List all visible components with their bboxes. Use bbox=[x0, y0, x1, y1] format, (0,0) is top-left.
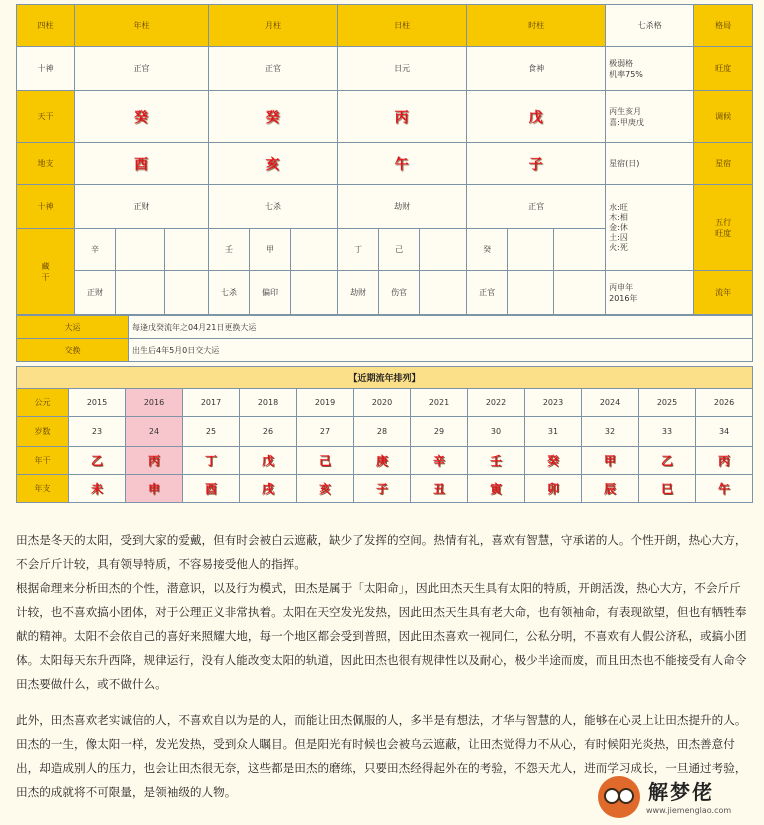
year-cell: 2022 bbox=[468, 389, 525, 417]
age-cell: 26 bbox=[240, 417, 297, 447]
year-cell: 2026 bbox=[696, 389, 753, 417]
dizhi-yue: 亥 bbox=[209, 143, 338, 185]
canggan-top-2 bbox=[116, 229, 165, 271]
tiangan-yue: 癸 bbox=[209, 91, 338, 143]
zhi-cell: 未 bbox=[69, 475, 126, 503]
tiangan-nian: 癸 bbox=[75, 91, 209, 143]
geju-value: 七杀格 bbox=[606, 5, 694, 47]
liunian-label: 流年 bbox=[694, 271, 753, 315]
canggan-label: 藏 干 bbox=[17, 229, 75, 315]
gan-cell: 丁 bbox=[183, 447, 240, 475]
wangdu-value: 极弱格 机率75% bbox=[606, 47, 694, 91]
year-label: 公元 bbox=[17, 389, 69, 417]
canggan-bottom-6 bbox=[291, 271, 338, 315]
jiaoyun-label: 交换 bbox=[17, 339, 129, 362]
canggan-bottom-8: 伤官 bbox=[379, 271, 420, 315]
gan-cell: 甲 bbox=[582, 447, 639, 475]
jiaoyun-value: 出生后4年5月0日交大运 bbox=[129, 339, 753, 362]
zhi-label: 年支 bbox=[17, 475, 69, 503]
age-cell: 29 bbox=[411, 417, 468, 447]
shishen2-nian: 正财 bbox=[75, 185, 209, 229]
analysis-text bbox=[16, 528, 748, 804]
dizhi-label: 地支 bbox=[17, 143, 75, 185]
dizhi-shi: 子 bbox=[467, 143, 606, 185]
year-cell: 2015 bbox=[69, 389, 126, 417]
age-cell: 28 bbox=[354, 417, 411, 447]
shishen-label: 十神 bbox=[17, 47, 75, 91]
canggan-top-11 bbox=[508, 229, 554, 271]
gan-cell: 辛 bbox=[411, 447, 468, 475]
liunian-value: 丙申年 2016年 bbox=[606, 271, 694, 315]
zhi-cell: 丑 bbox=[411, 475, 468, 503]
paragraph-gap bbox=[16, 696, 748, 708]
zhi-cell: 辰 bbox=[582, 475, 639, 503]
gan-cell: 丙 bbox=[696, 447, 753, 475]
dayun-label: 大运 bbox=[17, 316, 129, 339]
age-cell: 31 bbox=[525, 417, 582, 447]
shishen2-label: 十神 bbox=[17, 185, 75, 229]
site-watermark bbox=[596, 774, 764, 825]
shishen2-shi: 正官 bbox=[467, 185, 606, 229]
paragraph-2: 根据命理来分析田杰的个性，潜意识，以及行为模式，田杰是属于「太阳命」，因此田杰天生具有太阳的特质，开朗活泼，热心大方，不会斤斤计较，也不喜欢搞小团体，对于公理正义非常执着。太阳在天空发光发热，因此田杰天生具有老大命，也有领袖命，有表现欲望，但也有牺牲奉献的精神。太阳不会依自己的喜好来照耀大地，每一个地区都会受到普照，因此田杰喜欢一视同仁，公私分明，不喜欢有人假公济私，或搞小团体。太阳每天东升西降，规律运行，没有人能改变太阳的轨道，因此田杰也很有规律性以及耐心，极少半途而废，而且田杰也不能接受有人命令田杰要做什么，或不做什么。 bbox=[16, 581, 747, 691]
canggan-bottom-9 bbox=[420, 271, 467, 315]
gan-cell: 戊 bbox=[240, 447, 297, 475]
wangdu-label: 旺度 bbox=[694, 47, 753, 91]
dizhi-ri: 午 bbox=[338, 143, 467, 185]
shishen-ri: 日元 bbox=[338, 47, 467, 91]
geju-label: 格局 bbox=[694, 5, 753, 47]
tiaohou-label: 调候 bbox=[694, 91, 753, 143]
tiaohou-value: 丙生亥月 喜:甲庚戊 bbox=[606, 91, 694, 143]
canggan-top-12 bbox=[554, 229, 606, 271]
tiangan-label: 天干 bbox=[17, 91, 75, 143]
gan-label: 年干 bbox=[17, 447, 69, 475]
tiangan-shi: 戊 bbox=[467, 91, 606, 143]
zhi-cell: 午 bbox=[696, 475, 753, 503]
canggan-top-9 bbox=[420, 229, 467, 271]
year-cell: 2019 bbox=[297, 389, 354, 417]
gan-cell: 乙 bbox=[639, 447, 696, 475]
zhi-cell: 卯 bbox=[525, 475, 582, 503]
age-cell: 23 bbox=[69, 417, 126, 447]
year-cell: 2017 bbox=[183, 389, 240, 417]
gan-cell: 己 bbox=[297, 447, 354, 475]
header-yuezhu: 月柱 bbox=[209, 5, 338, 47]
canggan-bottom-10: 正官 bbox=[467, 271, 508, 315]
zhi-cell: 酉 bbox=[183, 475, 240, 503]
age-label: 岁数 bbox=[17, 417, 69, 447]
canggan-top-7: 丁 bbox=[338, 229, 379, 271]
canggan-top-1: 辛 bbox=[75, 229, 116, 271]
zhi-cell: 亥 bbox=[297, 475, 354, 503]
owl-logo-icon bbox=[598, 776, 640, 818]
zhi-cell: 申 bbox=[126, 475, 183, 503]
shishen-shi: 食神 bbox=[467, 47, 606, 91]
age-cell: 32 bbox=[582, 417, 639, 447]
canggan-top-10: 癸 bbox=[467, 229, 508, 271]
header-rizhu: 日柱 bbox=[338, 5, 467, 47]
canggan-top-8: 己 bbox=[379, 229, 420, 271]
bazi-table bbox=[16, 4, 753, 315]
wuxing-label: 五行 旺度 bbox=[694, 185, 753, 271]
canggan-top-6 bbox=[291, 229, 338, 271]
dizhi-nian: 酉 bbox=[75, 143, 209, 185]
canggan-bottom-5: 偏印 bbox=[250, 271, 291, 315]
xingxiu-label: 星宿 bbox=[694, 143, 753, 185]
shishen-yue: 正官 bbox=[209, 47, 338, 91]
canggan-bottom-3 bbox=[165, 271, 209, 315]
header-nianzhu: 年柱 bbox=[75, 5, 209, 47]
gan-cell: 丙 bbox=[126, 447, 183, 475]
canggan-bottom-7: 劫财 bbox=[338, 271, 379, 315]
gan-cell: 癸 bbox=[525, 447, 582, 475]
canggan-bottom-11 bbox=[508, 271, 554, 315]
year-cell: 2025 bbox=[639, 389, 696, 417]
gan-cell: 庚 bbox=[354, 447, 411, 475]
canggan-bottom-2 bbox=[116, 271, 165, 315]
zhi-cell: 子 bbox=[354, 475, 411, 503]
xingxiu-value: 星宿(日) bbox=[606, 143, 694, 185]
zhi-cell: 巳 bbox=[639, 475, 696, 503]
age-cell: 33 bbox=[639, 417, 696, 447]
canggan-bottom-4: 七杀 bbox=[209, 271, 250, 315]
age-cell: 27 bbox=[297, 417, 354, 447]
dayun-table bbox=[16, 315, 753, 362]
shishen2-yue: 七杀 bbox=[209, 185, 338, 229]
tiangan-ri: 丙 bbox=[338, 91, 467, 143]
shishen2-ri: 劫财 bbox=[338, 185, 467, 229]
canggan-bottom-1: 正财 bbox=[75, 271, 116, 315]
watermark-url: www.jiemenglao.com bbox=[646, 806, 732, 815]
canggan-bottom-12 bbox=[554, 271, 606, 315]
shishen-nian: 正官 bbox=[75, 47, 209, 91]
paragraph-1: 田杰是冬天的太阳，受到大家的爱戴，但有时会被白云遮蔽，缺少了发挥的空间。热情有礼，喜欢有智慧，守承诺的人。个性开朗，热心大方，不会斤斤计较，具有领导特质，不容易接受他人的指挥。 bbox=[16, 533, 747, 571]
liunian-table bbox=[16, 366, 753, 503]
year-cell: 2018 bbox=[240, 389, 297, 417]
header-shizhu: 时柱 bbox=[467, 5, 606, 47]
zhi-cell: 寅 bbox=[468, 475, 525, 503]
paragraph-3: 此外，田杰喜欢老实诚信的人，不喜欢自以为是的人，而能让田杰佩服的人，多半是有想法，才华与智慧的人，能够在心灵上让田杰提升的人。田杰的一生，像太阳一样，发光发热，受到众人瞩目。但是阳光有时候也会被乌云遮蔽，让田杰觉得力不从心，有时候阳光炎热，田杰善意付出，却造成别人的压力，也会让田杰很无奈，这些都是田杰的磨练，只要田杰经得起外在的考验，不怨天尤人，进而学习成长，一旦通过考验，田杰的成就将不可限量，是领袖级的人物。 bbox=[16, 713, 747, 799]
year-cell: 2024 bbox=[582, 389, 639, 417]
bazi-chart bbox=[16, 4, 752, 503]
canggan-top-4: 壬 bbox=[209, 229, 250, 271]
year-cell: 2020 bbox=[354, 389, 411, 417]
header-sizhu: 四柱 bbox=[17, 5, 75, 47]
liunian-title: 【近期流年排列】 bbox=[17, 367, 753, 389]
zhi-cell: 戌 bbox=[240, 475, 297, 503]
wuxing-value: 水:旺 木:相 金:休 土:囚 火:死 bbox=[606, 185, 694, 271]
age-cell: 34 bbox=[696, 417, 753, 447]
gan-cell: 壬 bbox=[468, 447, 525, 475]
watermark-name: 解梦佬 bbox=[648, 780, 714, 804]
year-cell: 2016 bbox=[126, 389, 183, 417]
year-cell: 2023 bbox=[525, 389, 582, 417]
gan-cell: 乙 bbox=[69, 447, 126, 475]
age-cell: 25 bbox=[183, 417, 240, 447]
dayun-value: 每逢戊癸流年之04月21日更换大运 bbox=[129, 316, 753, 339]
age-cell: 24 bbox=[126, 417, 183, 447]
canggan-top-5: 甲 bbox=[250, 229, 291, 271]
year-cell: 2021 bbox=[411, 389, 468, 417]
age-cell: 30 bbox=[468, 417, 525, 447]
canggan-top-3 bbox=[165, 229, 209, 271]
